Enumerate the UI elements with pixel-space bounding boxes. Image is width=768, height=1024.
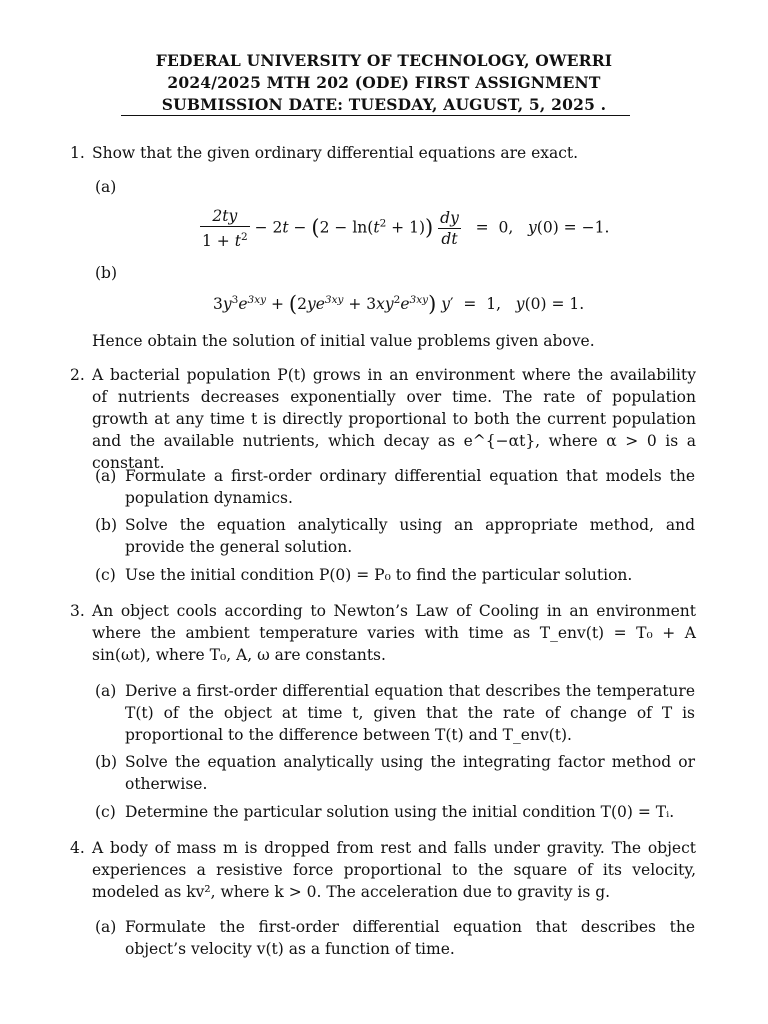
question-4 [70,837,696,903]
question-number: 1. [70,144,85,162]
q1b-equation: $3y^3e^{3xy} + (2ye^{3xy} + 3xy^2e^{3xy}) y' = 1$, y(0) = 1. [213,292,585,316]
question-number: 3. [70,602,85,620]
q4-part-a: (a) Formulate the first-order differential equation that describes the object’s velocity v(t) as a function of time. [95,918,695,958]
university-title: FEDERAL UNIVERSITY OF TECHNOLOGY, OWERRI [155,51,613,70]
q3-part-b: (b) Solve the equation analytically using the integrating factor method or otherwise. [95,753,695,793]
document-header [0,50,768,116]
q2-part-b: (b) Solve the equation analytically using an appropriate method, and provide the general solution. [95,516,695,556]
q1a-equation: $\frac{2ty}{1 + t^2}$ − $2t - (2 - \ln(t^2 + 1))$ $\frac{dy}{dt}$ = 0, y(0) = −1. [202,207,610,251]
q1-part-b-label: (b) [95,264,118,282]
q1-part-a-label: (a) [95,178,117,196]
question-text: Show that the given ordinary differential equations are exact. [92,144,579,162]
q2-part-a: (a) Formulate a first-order ordinary differential equation that models the population dynamics. [95,467,695,507]
question-text: A body of mass m is dropped from rest and falls under gravity. The object experiences a resistive force proportional to the square of its velocity, modeled as kv², where k > 0. The acceleration due to gravity is g. [92,839,696,901]
question-1 [70,142,696,164]
submission-date: SUBMISSION DATE: TUESDAY, AUGUST, 5, 2025 . [161,95,607,114]
assignment-title: 2024/2025 MTH 202 (ODE) FIRST ASSIGNMENT [167,73,601,92]
question-3 [70,600,696,666]
question-number: 2. [70,366,85,384]
question-number: 4. [70,839,85,857]
question-2 [70,364,696,474]
question-text: A bacterial population P(t) grows in an environment where the availability of nutrients decreases exponentially over time. The rate of population growth at any time t is directly proportional to both the current population and the available nutrients, which decay as e^{−αt}, where α > 0 is a constant. [92,366,696,472]
q1-closing: Hence obtain the solution of initial value problems given above. [92,332,595,350]
q3-part-c: (c) Determine the particular solution using the initial condition T(0) = Tᵢ. [95,803,675,821]
q3-part-a: (a) Derive a first-order differential equation that describes the temperature T(t) of the object at time t, given that the rate of change of T is proportional to the difference between T(t) and T_env(t). [95,682,695,744]
q2-part-c: (c) Use the initial condition P(0) = P₀ to find the particular solution. [95,566,633,584]
header-underline [121,115,630,116]
question-text: An object cools according to Newton’s Law of Cooling in an environment where the ambient temperature varies with time as T_env(t) = T₀ + A sin(ωt), where T₀, A, ω are constants. [92,602,696,664]
